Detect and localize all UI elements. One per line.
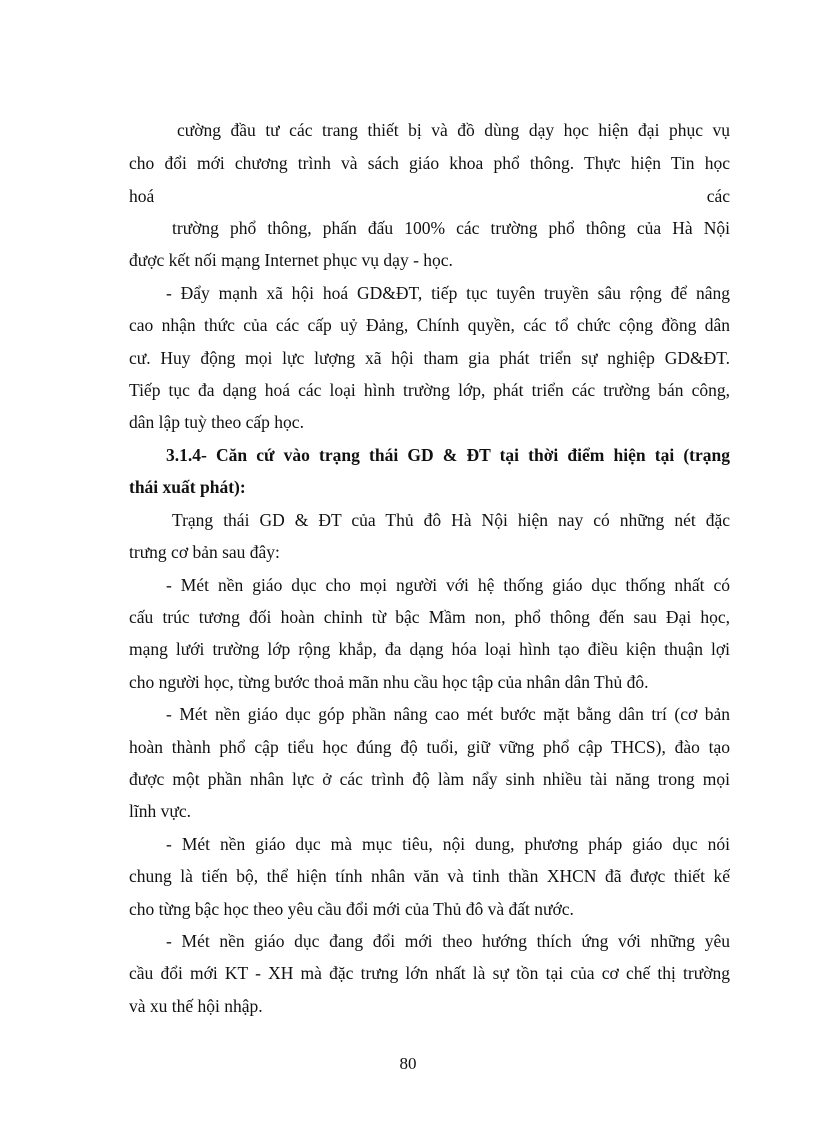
text-line: và xu thế hội nhập.	[129, 996, 263, 1016]
text-line: trưng cơ bản sau đây:	[129, 542, 280, 562]
text-line: trường phổ thông, phấn đấu 100% các trường phổ thông của Hà Nội	[172, 218, 730, 238]
text-line: - Mét nền giáo dục đang đổi mới theo hướng thích ứng với những yêu	[166, 931, 730, 951]
text-line: cư. Huy động mọi lực lượng xã hội tham gia phát triển sự nghiệp GD&ĐT.	[129, 348, 730, 368]
section-heading-continued: thái xuất phát):	[129, 477, 246, 497]
text-line: cao nhận thức của các cấp uỷ Đảng, Chính quyền, các tổ chức cộng đồng dân	[129, 315, 730, 335]
section-heading: 3.1.4- Căn cứ vào trạng thái GD & ĐT tại thời điểm hiện tại (trạng	[166, 445, 730, 465]
text-line: hoá	[129, 186, 155, 206]
text-line: - Mét nền giáo dục cho mọi người với hệ thống giáo dục thống nhất có	[166, 575, 730, 595]
text-line: mạng lưới trường lớp rộng khắp, đa dạng hóa loại hình tạo điều kiện thuận lợi	[129, 639, 730, 659]
page-number: 80	[399, 1054, 417, 1073]
text-line: cho đổi mới chương trình và sách giáo khoa phổ thông. Thực hiện Tin học	[129, 153, 730, 173]
text-line: - Mét nền giáo dục mà mục tiêu, nội dung, phương pháp giáo dục nói	[166, 834, 730, 854]
text-line: cho người học, từng bước thoả mãn nhu cầu học tập của nhân dân Thủ đô.	[129, 672, 649, 692]
text-line: Tiếp tục đa dạng hoá các loại hình trường lớp, phát triển các trường bán công,	[129, 380, 730, 400]
text-line: chung là tiến bộ, thể hiện tính nhân văn và tinh thần XHCN đã được thiết kế	[129, 866, 730, 886]
text-line: hoàn thành phổ cập tiểu học đúng độ tuổi, giữ vững phổ cập THCS), đào tạo	[129, 737, 730, 757]
text-line: Trạng thái GD & ĐT của Thủ đô Hà Nội hiện nay có những nét đặc	[172, 510, 730, 530]
text-line: dân lập tuỳ theo cấp học.	[129, 412, 304, 432]
text-line: lĩnh vực.	[129, 801, 191, 821]
text-line: - Mét nền giáo dục góp phần nâng cao mét bước mặt bằng dân trí (cơ bản	[166, 704, 730, 724]
text-line: cho từng bậc học theo yêu cầu đổi mới của Thủ đô và đất nước.	[129, 899, 574, 919]
text-line: cầu đổi mới KT - XH mà đặc trưng lớn nhất là sự tồn tại của cơ chế thị trường	[129, 963, 730, 983]
text-line: - Đẩy mạnh xã hội hoá GD&ĐT, tiếp tục tuyên truyền sâu rộng để nâng	[166, 283, 730, 303]
text-line: các	[706, 186, 730, 206]
text-line: cường đầu tư các trang thiết bị và đồ dùng dạy học hiện đại phục vụ	[177, 120, 730, 140]
text-line: cấu trúc tương đối hoàn chỉnh từ bậc Mầm non, phổ thông đến sau Đại học,	[129, 607, 730, 627]
text-line: được một phần nhân lực ở các trình độ làm nẩy sinh nhiều tài năng trong mọi	[129, 769, 730, 789]
text-line: được kết nối mạng Internet phục vụ dạy - học.	[129, 250, 453, 270]
